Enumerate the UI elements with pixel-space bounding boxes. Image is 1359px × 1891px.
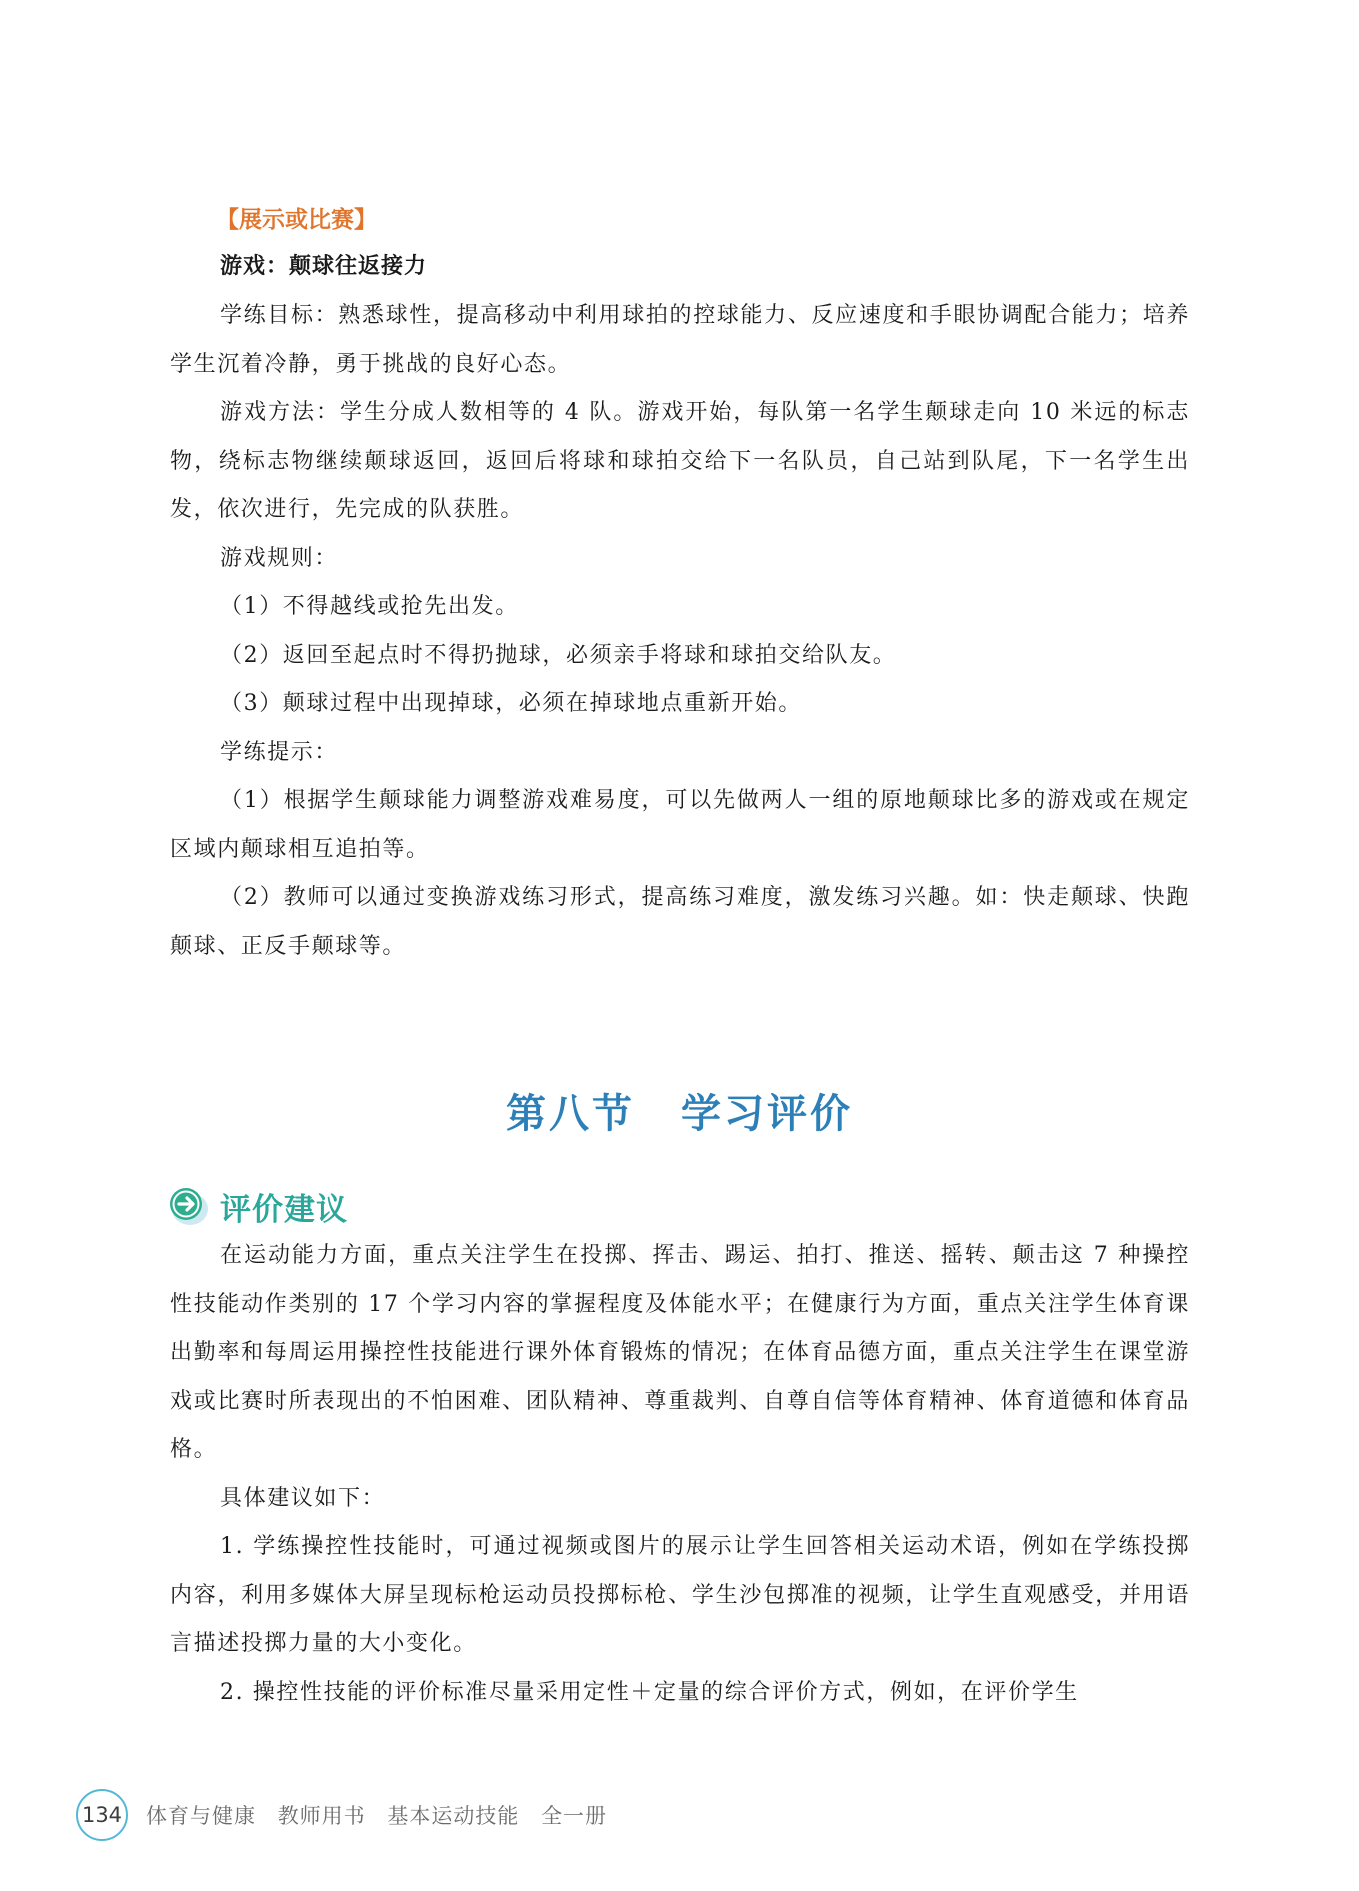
evaluation-title: 评价建议	[220, 1191, 348, 1228]
section-tag: 【展示或比赛】	[216, 207, 377, 233]
specific-heading: 具体建议如下：	[220, 1485, 386, 1511]
page-footer	[76, 1784, 621, 1846]
evaluation-intro: 在运动能力方面，重点关注学生在投掷、挥击、踢运、拍打、推送、摇转、颠击这 7 种操控性技能动作类别的 17 个学习内容的掌握程度及体能水平；在健康行为方面，重点关注学生体育课出勤率和每周运用操控性技能进行课外体育锻炼的情况；在体育品德方面，重点关注学生在课堂游戏或比赛时所表现出的不怕困难、团队精神、尊重裁判、自尊自信等体育精神、体育道德和体育品格。	[170, 1243, 1190, 1462]
game-section	[170, 198, 1190, 971]
suggestion-item: 2. 操控性技能的评价标准尽量采用定性＋定量的综合评价方式，例如，在评价学生	[220, 1679, 1079, 1705]
suggestion-item: 1. 学练操控性技能时，可通过视频或图片的展示让学生回答相关运动术语，例如在学练投掷内容，利用多媒体大屏呈现标枪运动员投掷标枪、学生沙包掷准的视频，让学生直观感受，并用语言描述投掷力量的大小变化。	[170, 1534, 1190, 1656]
evaluation-heading	[166, 1180, 348, 1232]
rule-item: （3）颠球过程中出现掉球，必须在掉球地点重新开始。	[220, 691, 802, 716]
tip-item: （1）根据学生颠球能力调整游戏难易度，可以先做两人一组的原地颠球比多的游戏或在规定区域内颠球相互追拍等。	[170, 788, 1190, 862]
section-title	[0, 1082, 1359, 1139]
book-title: 体育与健康	[146, 1804, 256, 1828]
rule-item: （2）返回至起点时不得扔抛球，必须亲手将球和球拍交给队友。	[220, 642, 897, 668]
page-number: 134	[76, 1789, 128, 1841]
book-edition: 全一册	[541, 1804, 608, 1828]
rule-item: （1）不得越线或抢先出发。	[220, 594, 519, 619]
tips-heading: 学练提示：	[220, 739, 339, 765]
book-topic: 基本运动技能	[387, 1804, 520, 1828]
rules-heading: 游戏规则：	[220, 545, 339, 571]
game-method: 游戏方法：学生分成人数相等的 4 队。游戏开始，每队第一名学生颠球走向 10 米远的标志物，绕标志物继续颠球返回，返回后将球和球拍交给下一名队员，自己站到队尾，下一名学生出发，依次进行，先完成的队获胜。	[170, 400, 1190, 522]
evaluation-section	[170, 1232, 1190, 1717]
book-volume: 教师用书	[277, 1804, 366, 1828]
section-number: 第八节	[506, 1090, 635, 1137]
game-title: 游戏：颠球往返接力	[220, 254, 428, 279]
tip-item: （2）教师可以通过变换游戏练习形式，提高练习难度，激发练习兴趣。如：快走颠球、快跑颠球、正反手颠球等。	[170, 885, 1190, 959]
arrow-circle-icon	[166, 1184, 210, 1228]
section-name: 学习评价	[681, 1090, 853, 1137]
book-info	[146, 1800, 621, 1830]
game-goal: 学练目标：熟悉球性，提高移动中利用球拍的控球能力、反应速度和手眼协调配合能力；培养学生沉着冷静，勇于挑战的良好心态。	[170, 303, 1190, 377]
